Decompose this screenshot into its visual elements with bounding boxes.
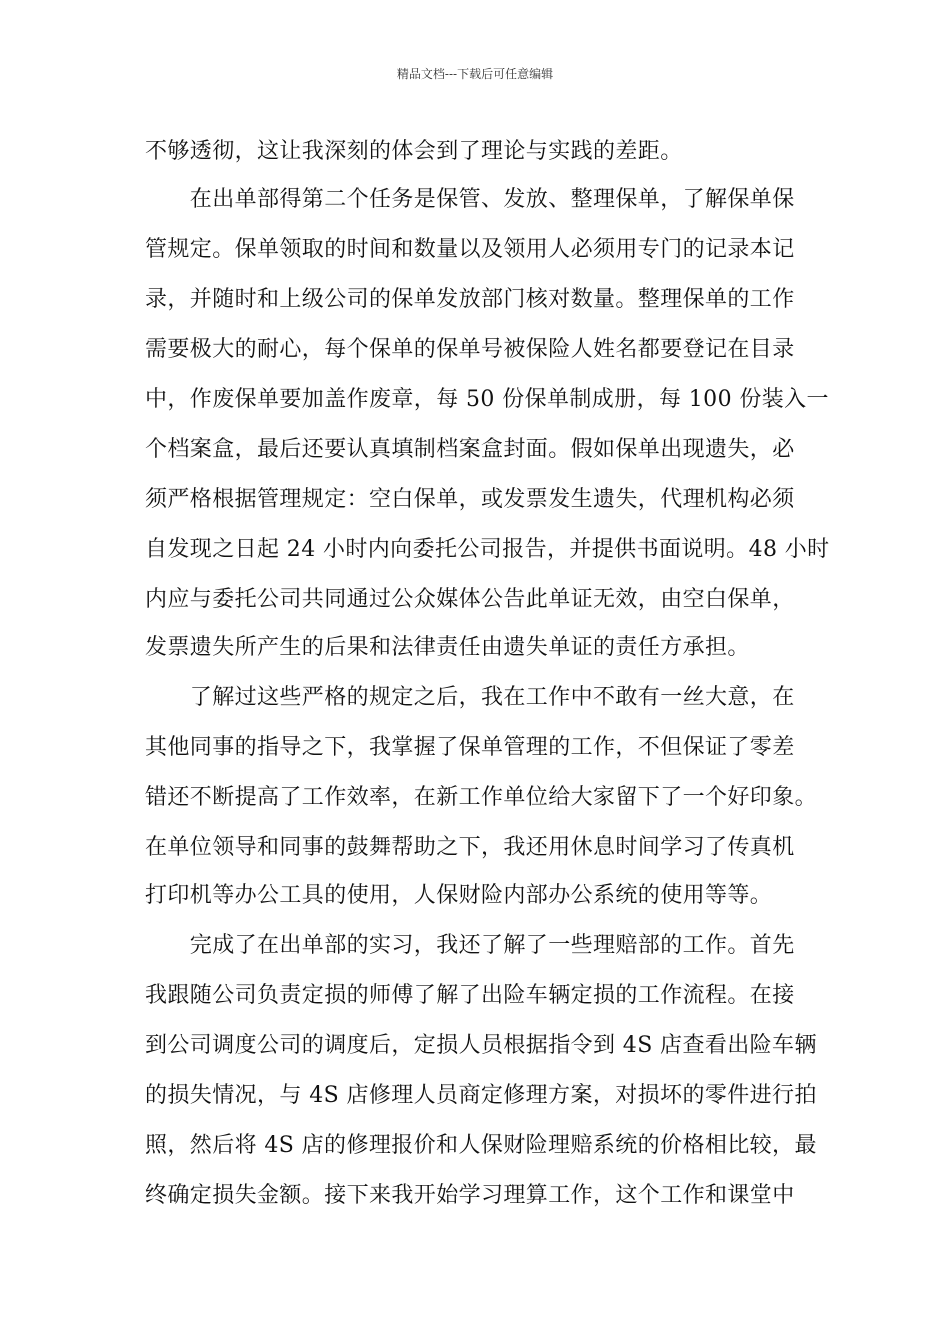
- text-line: 不够透彻，这让我深刻的体会到了理论与实践的差距。: [145, 139, 683, 164]
- text-line: 其他同事的指导之下，我掌握了保单管理的工作，不但保证了零差: [145, 735, 795, 760]
- text-line: 打印机等办公工具的使用，人保财险内部办公系统的使用等等。: [145, 883, 773, 908]
- text-line: 个档案盒，最后还要认真填制档案盒封面。假如保单出现遗失，必: [145, 437, 795, 462]
- text-line: 录，并随时和上级公司的保单发放部门核对数量。整理保单的工作: [145, 287, 795, 312]
- text-line: 发票遗失所产生的后果和法律责任由遗失单证的责任方承担。: [145, 635, 750, 660]
- text-line: 了解过这些严格的规定之后，我在工作中不敢有一丝大意，在: [145, 685, 795, 710]
- text-line: 照，然后将 4S 店的修理报价和人保财险理赔系统的价格相比较，最: [145, 1133, 817, 1158]
- text-line: 到公司调度公司的调度后，定损人员根据指令到 4S 店查看出险车辆: [145, 1033, 817, 1058]
- text-line: 错还不断提高了工作效率，在新工作单位给大家留下了一个好印象。: [145, 785, 818, 810]
- text-line: 的损失情况，与 4S 店修理人员商定修理方案，对损坏的零件进行拍: [145, 1083, 817, 1108]
- text-line: 内应与委托公司共同通过公众媒体公告此单证无效，由空白保单，: [145, 587, 795, 612]
- text-line: 在出单部得第二个任务是保管、发放、整理保单，了解保单保: [145, 187, 795, 212]
- text-line: 需要极大的耐心，每个保单的保单号被保险人姓名都要登记在目录: [145, 337, 795, 362]
- text-line: 中，作废保单要加盖作废章，每 50 份保单制成册，每 100 份装入一: [145, 387, 829, 412]
- page-header: 精品文档---下载后可任意编辑: [396, 67, 554, 81]
- text-line: 终确定损失金额。接下来我开始学习理算工作，这个工作和课堂中: [145, 1183, 795, 1208]
- text-line: 自发现之日起 24 小时内向委托公司报告，并提供书面说明。48 小时: [145, 537, 830, 562]
- text-line: 管规定。保单领取的时间和数量以及领用人必须用专门的记录本记: [145, 237, 795, 262]
- text-line: 我跟随公司负责定损的师傅了解了出险车辆定损的工作流程。在接: [145, 983, 795, 1008]
- text-line: 须严格根据管理规定：空白保单，或发票发生遗失，代理机构必须: [145, 487, 795, 512]
- text-line: 完成了在出单部的实习，我还了解了一些理赔部的工作。首先: [145, 933, 795, 958]
- text-line: 在单位领导和同事的鼓舞帮助之下，我还用休息时间学习了传真机: [145, 835, 795, 860]
